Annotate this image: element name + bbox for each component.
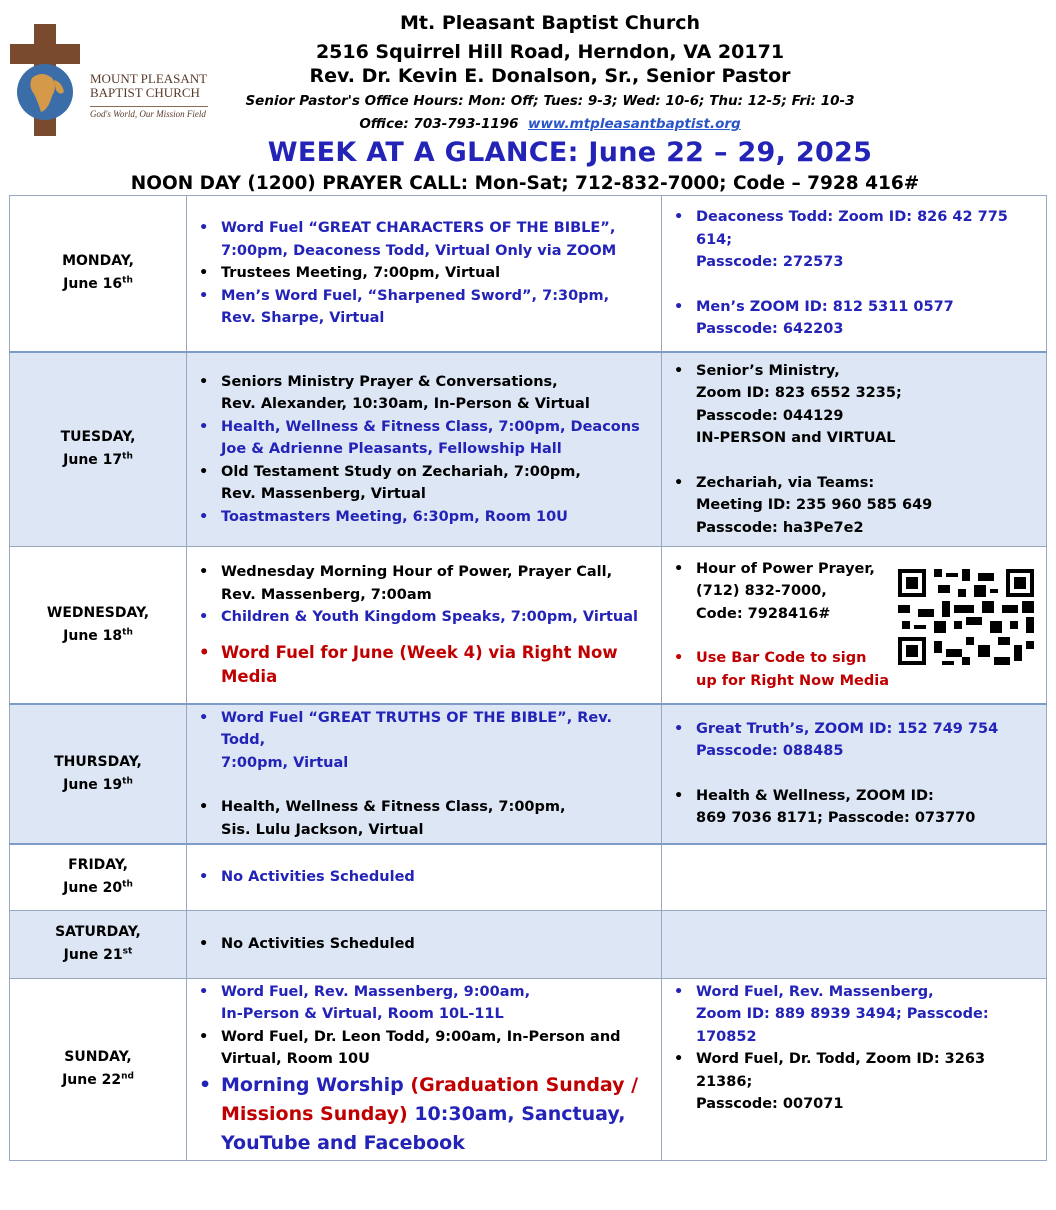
church-address: 2516 Squirrel Hill Road, Herndon, VA 20171 [315,41,785,63]
day-date: June 22 [62,1072,122,1088]
activities-cell [187,196,662,352]
logo-line-1: MOUNT PLEASANT [90,71,208,86]
day-name: SUNDAY, [64,1049,132,1065]
noon-prayer-call: NOON DAY (1200) PRAYER CALL: Mon-Sat; 712-832-7000; Code – 7928 416# [130,173,920,194]
day-name: TUESDAY, [60,429,136,446]
list-item: • Word Fuel, Rev. Massenberg, Zoom ID: 889 8939 3494; Passcode: 170852 [670,981,1042,1049]
date-suffix: nd [121,1071,134,1082]
table-row [10,547,1047,704]
logo-wordmark [90,72,207,100]
cross-globe-icon [8,20,88,140]
day-date: June 21 [63,947,123,963]
day-cell [10,196,187,352]
date-suffix: th [122,451,133,462]
date-suffix: th [122,627,133,638]
logo-tagline: God's World, Our Mission Field [90,106,208,119]
info-cell [662,196,1047,352]
date-suffix: th [122,776,133,787]
day-cell [10,547,187,704]
website-link[interactable]: www.mtpleasantbaptist.org [527,116,741,132]
day-name: FRIDAY, [68,857,128,874]
day-cell [10,704,187,845]
list-item: • Word Fuel for June (Week 4) via Right Now Media [195,641,657,689]
day-date: June 19 [63,776,123,793]
table-row [10,704,1047,845]
info-cell [662,352,1047,547]
table-row [10,978,1047,1160]
list-item: • Health, Wellness & Fitness Class, 7:00pm, Deacons Joe & Adrienne Pleasants, Fellowship Hall [195,416,657,461]
office-contact [200,116,900,132]
activities-cell [187,352,662,547]
church-name: Mt. Pleasant Baptist Church [400,12,700,34]
list-item: • Word Fuel, Dr. Todd, Zoom ID: 3263 21386; Passcode: 007071 [670,1048,1042,1116]
logo-line-2: BAPTIST CHURCH [90,85,200,100]
list-item: • Senior’s Ministry, Zoom ID: 823 6552 3235; Passcode: 044129 IN-PERSON and VIRTUAL [670,360,1042,450]
list-item: • Word Fuel “GREAT CHARACTERS OF THE BIBLE”, 7:00pm, Deaconess Todd, Virtual Only via ZOOM [195,217,657,262]
day-date: June 17 [63,452,123,469]
date-suffix: th [122,275,133,286]
day-cell [10,910,187,978]
activities-cell [187,910,662,978]
qr-code-icon[interactable] [894,565,1038,669]
activities-cell [187,978,662,1160]
list-item: • Wednesday Morning Hour of Power, Prayer Call, Rev. Massenberg, 7:00am [195,561,657,606]
list-item: • Men’s Word Fuel, “Sharpened Sword”, 7:30pm, Rev. Sharpe, Virtual [195,285,657,330]
list-item: • Children & Youth Kingdom Speaks, 7:00pm, Virtual [195,606,657,629]
day-name: MONDAY, [62,253,134,270]
list-item: • Word Fuel, Rev. Massenberg, 9:00am, In-Person & Virtual, Room 10L-11L [195,981,657,1026]
table-row [10,844,1047,910]
week-title: WEEK AT A GLANCE: June 22 – 29, 2025 [267,137,873,168]
activities-cell [187,704,662,845]
info-cell [662,704,1047,845]
day-cell [10,844,187,910]
senior-pastor: Rev. Dr. Kevin E. Donalson, Sr., Senior Pastor [309,65,791,87]
list-item: • Health & Wellness, ZOOM ID: 869 7036 8171; Passcode: 073770 [670,785,1042,830]
info-cell [662,844,1047,910]
day-date: June 18 [63,627,123,644]
activities-cell [187,844,662,910]
info-cell [662,910,1047,978]
date-suffix: st [122,946,133,957]
list-item: • Morning Worship (Graduation Sunday / Missions Sunday) 10:30am, Sanctuay, YouTube and Facebook [195,1071,657,1158]
church-logo [8,20,208,145]
list-item: • Zechariah, via Teams: Meeting ID: 235 960 585 649 Passcode: ha3Pe7e2 [670,472,1042,540]
list-item: • Health, Wellness & Fitness Class, 7:00pm, Sis. Lulu Jackson, Virtual [195,796,657,841]
list-item: • No Activities Scheduled [195,933,657,956]
office-hours: Senior Pastor's Office Hours: Mon: Off; Tues: 9-3; Wed: 10-6; Thu: 12-5; Fri: 10-3 [245,93,855,109]
day-date: June 20 [63,880,123,897]
list-item: • Deaconess Todd: Zoom ID: 826 42 775 614; Passcode: 272573 [670,206,1042,274]
day-name: THURSDAY, [54,753,142,770]
table-row [10,910,1047,978]
table-row [10,352,1047,547]
list-item: • Trustees Meeting, 7:00pm, Virtual [195,262,657,285]
list-item: • Old Testament Study on Zechariah, 7:00pm, Rev. Massenberg, Virtual [195,461,657,506]
day-date: June 16 [63,276,123,293]
schedule-table [9,195,1047,1161]
list-item: • Use Bar Code to sign up for Right Now Media [670,647,1042,692]
table-row [10,196,1047,352]
day-name: WEDNESDAY, [46,604,150,621]
info-cell [662,547,1047,704]
list-item: • Seniors Ministry Prayer & Conversations, Rev. Alexander, 10:30am, In-Person & Virtual [195,371,657,416]
day-name: SATURDAY, [55,924,141,940]
office-phone: Office: 703-793-1196 [359,116,519,132]
list-item: • Word Fuel, Dr. Leon Todd, 9:00am, In-Person and Virtual, Room 10U [195,1026,657,1071]
list-item: • Hour of Power Prayer, (712) 832-7000, Code: 7928416# [670,558,1042,626]
activities-cell [187,547,662,704]
list-item: • Toastmasters Meeting, 6:30pm, Room 10U [195,506,657,529]
day-cell [10,978,187,1160]
date-suffix: th [122,879,133,890]
info-cell [662,978,1047,1160]
list-item: • Great Truth’s, ZOOM ID: 152 749 754 Passcode: 088485 [670,718,1042,763]
list-item: • No Activities Scheduled [195,866,657,889]
day-cell [10,352,187,547]
list-item: • Men’s ZOOM ID: 812 5311 0577 Passcode: 642203 [670,296,1042,341]
list-item: • Word Fuel “GREAT TRUTHS OF THE BIBLE”, Rev. Todd, 7:00pm, Virtual [195,707,657,775]
